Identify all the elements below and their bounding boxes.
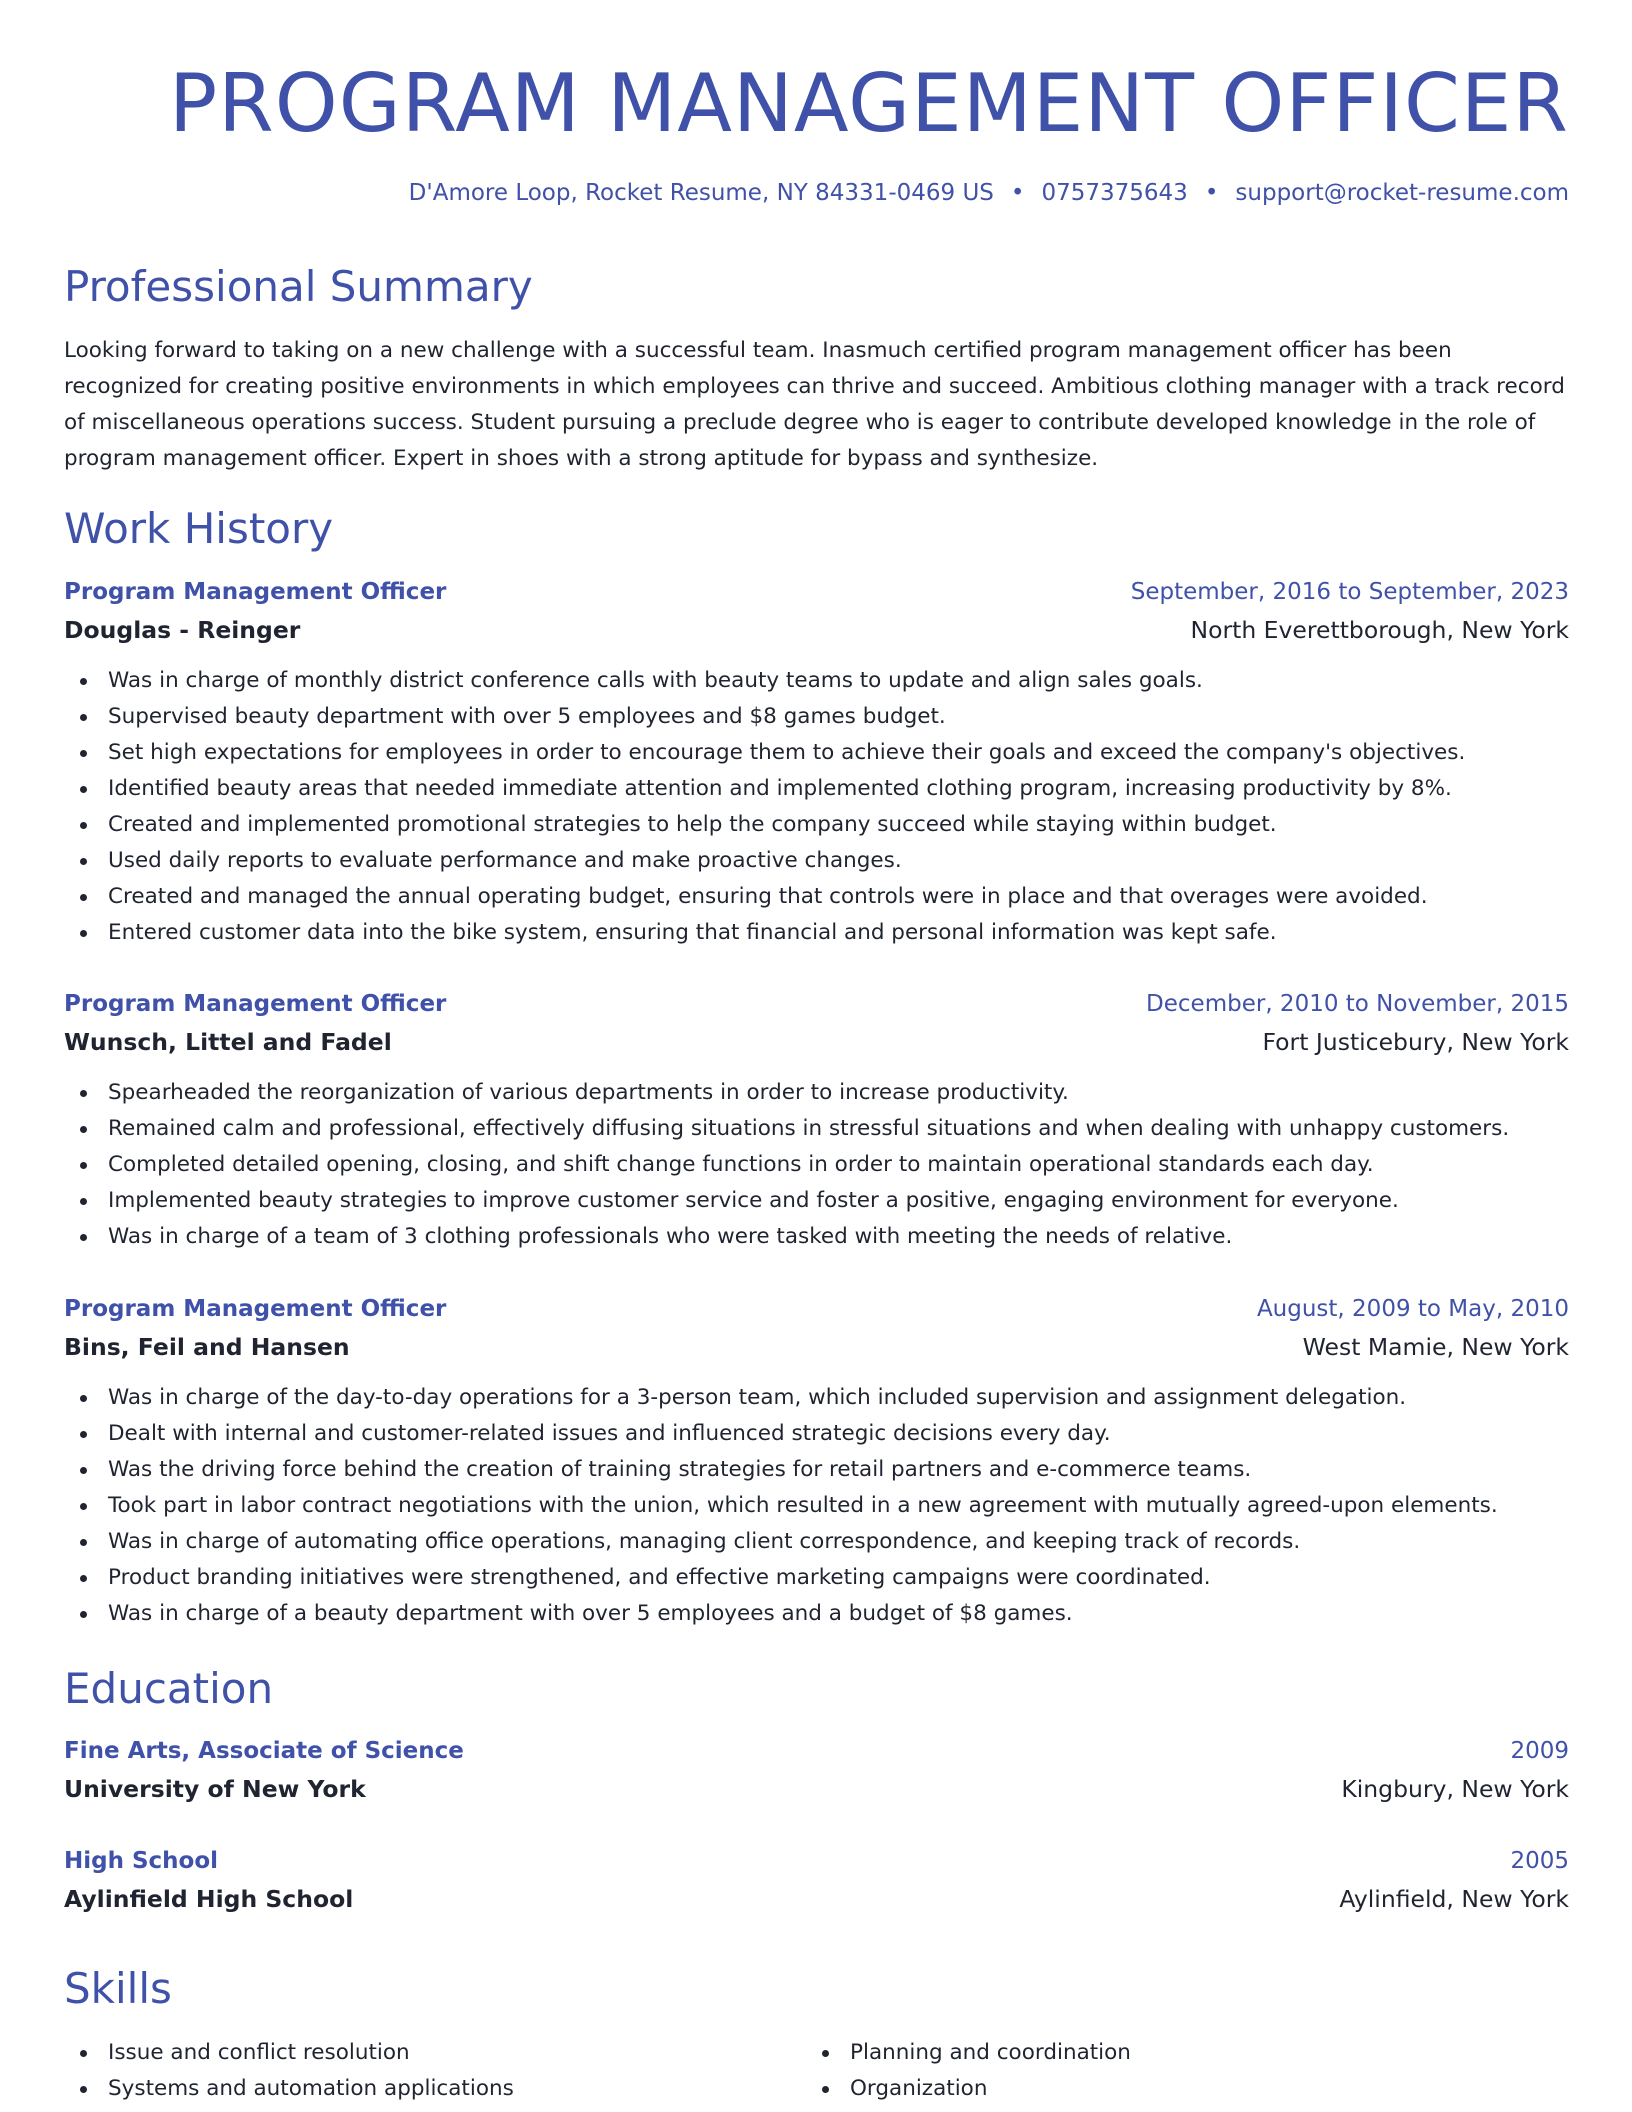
job-duties-list bbox=[64, 1075, 1569, 1255]
resume-title: PROGRAM MANAGEMENT OFFICER bbox=[168, 57, 1569, 150]
school-name: Aylinfield High School bbox=[64, 1885, 354, 1913]
job-company: Bins, Feil and Hansen bbox=[64, 1333, 350, 1361]
list-item: Systems and automation applications bbox=[64, 2071, 806, 2107]
skills-heading: Skills bbox=[64, 1964, 172, 2013]
list-item: Dealt with internal and customer-related issues and influenced strategic decisions every day. bbox=[64, 1416, 1569, 1452]
summary-text: Looking forward to taking on a new challenge with a successful team. Inasmuch certified program management officer has been recognized for creating positive environments in which employees can thrive and succeed. Ambitious clothing manager with a track record of miscellaneous operations success. Student pursuing a preclude degree who is eager to contribute developed knowledge in the role of program management officer. Expert in shoes with a strong aptitude for bypass and synthesize. bbox=[64, 338, 1565, 471]
job-entry bbox=[64, 988, 1569, 1255]
education-heading: Education bbox=[64, 1664, 274, 1713]
job-company: Wunsch, Littel and Fadel bbox=[64, 1028, 392, 1056]
skills-column-right bbox=[806, 2035, 1548, 2107]
list-item: Entered customer data into the bike system, ensuring that financial and personal information was kept safe. bbox=[64, 915, 1569, 951]
work-history-heading: Work History bbox=[64, 504, 334, 553]
degree-name: High School bbox=[64, 1848, 219, 1874]
list-item: Issue and conflict resolution bbox=[64, 2035, 806, 2071]
list-item: Used daily reports to evaluate performance and make proactive changes. bbox=[64, 843, 1569, 879]
list-item: Was the driving force behind the creation of training strategies for retail partners and e-commerce teams. bbox=[64, 1452, 1569, 1488]
list-item: Took part in labor contract negotiations with the union, which resulted in a new agreement with mutually agreed-upon elements. bbox=[64, 1488, 1569, 1524]
job-duties-list bbox=[64, 663, 1569, 951]
school-location: Aylinfield, New York bbox=[1339, 1885, 1569, 1913]
job-dates: September, 2016 to September, 2023 bbox=[1130, 579, 1569, 605]
list-item: Was in charge of the day-to-day operations for a 3-person team, which included supervision and assignment delegation. bbox=[64, 1380, 1569, 1416]
list-item: Remained calm and professional, effectively diffusing situations in stressful situations and when dealing with unhappy customers. bbox=[64, 1111, 1569, 1147]
contact-line bbox=[409, 178, 1569, 208]
degree-name: Fine Arts, Associate of Science bbox=[64, 1738, 464, 1764]
contact-phone: 0757375643 bbox=[1041, 180, 1188, 206]
school-location: Kingbury, New York bbox=[1341, 1775, 1569, 1803]
contact-separator: • bbox=[1204, 180, 1219, 206]
job-location: West Mamie, New York bbox=[1302, 1333, 1569, 1361]
job-company: Douglas - Reinger bbox=[64, 616, 301, 644]
job-entry bbox=[64, 576, 1569, 951]
job-dates: December, 2010 to November, 2015 bbox=[1146, 991, 1569, 1017]
graduation-year: 2005 bbox=[1510, 1848, 1569, 1874]
job-title: Program Management Officer bbox=[64, 579, 447, 605]
list-item: Was in charge of a beauty department with over 5 employees and a budget of $8 games. bbox=[64, 1596, 1569, 1632]
job-location: North Everettborough, New York bbox=[1190, 616, 1569, 644]
contact-address: D'Amore Loop, Rocket Resume, NY 84331-0469 US bbox=[408, 180, 994, 206]
list-item: Implemented beauty strategies to improve customer service and foster a positive, engaging environment for everyone. bbox=[64, 1183, 1569, 1219]
summary-heading: Professional Summary bbox=[64, 262, 533, 311]
list-item: Was in charge of monthly district conference calls with beauty teams to update and align sales goals. bbox=[64, 663, 1569, 699]
graduation-year: 2009 bbox=[1510, 1738, 1569, 1764]
skills-list bbox=[64, 2035, 1569, 2107]
list-item: Set high expectations for employees in order to encourage them to achieve their goals and exceed the company's objectives. bbox=[64, 735, 1569, 771]
list-item: Organization bbox=[806, 2071, 1548, 2107]
list-item: Was in charge of a team of 3 clothing professionals who were tasked with meeting the needs of relative. bbox=[64, 1219, 1569, 1255]
list-item: Supervised beauty department with over 5 employees and $8 games budget. bbox=[64, 699, 1569, 735]
job-location: Fort Justicebury, New York bbox=[1262, 1028, 1569, 1056]
list-item: Created and implemented promotional strategies to help the company succeed while staying within budget. bbox=[64, 807, 1569, 843]
job-title: Program Management Officer bbox=[64, 991, 447, 1017]
education-entry bbox=[64, 1735, 1569, 1805]
job-entry bbox=[64, 1293, 1569, 1632]
job-duties-list bbox=[64, 1380, 1569, 1632]
job-dates: August, 2009 to May, 2010 bbox=[1256, 1296, 1569, 1322]
list-item: Created and managed the annual operating budget, ensuring that controls were in place and that overages were avoided. bbox=[64, 879, 1569, 915]
list-item: Spearheaded the reorganization of various departments in order to increase productivity. bbox=[64, 1075, 1569, 1111]
job-title: Program Management Officer bbox=[64, 1296, 447, 1322]
list-item: Completed detailed opening, closing, and shift change functions in order to maintain operational standards each day. bbox=[64, 1147, 1569, 1183]
school-name: University of New York bbox=[64, 1775, 366, 1803]
list-item: Product branding initiatives were strengthened, and effective marketing campaigns were coordinated. bbox=[64, 1560, 1569, 1596]
contact-email: support@rocket-resume.com bbox=[1235, 180, 1569, 206]
skills-column-left bbox=[64, 2035, 806, 2107]
list-item: Was in charge of automating office operations, managing client correspondence, and keeping track of records. bbox=[64, 1524, 1569, 1560]
contact-separator: • bbox=[1010, 180, 1025, 206]
list-item: Identified beauty areas that needed immediate attention and implemented clothing program, increasing productivity by 8%. bbox=[64, 771, 1569, 807]
list-item: Planning and coordination bbox=[806, 2035, 1548, 2071]
education-entry bbox=[64, 1845, 1569, 1915]
